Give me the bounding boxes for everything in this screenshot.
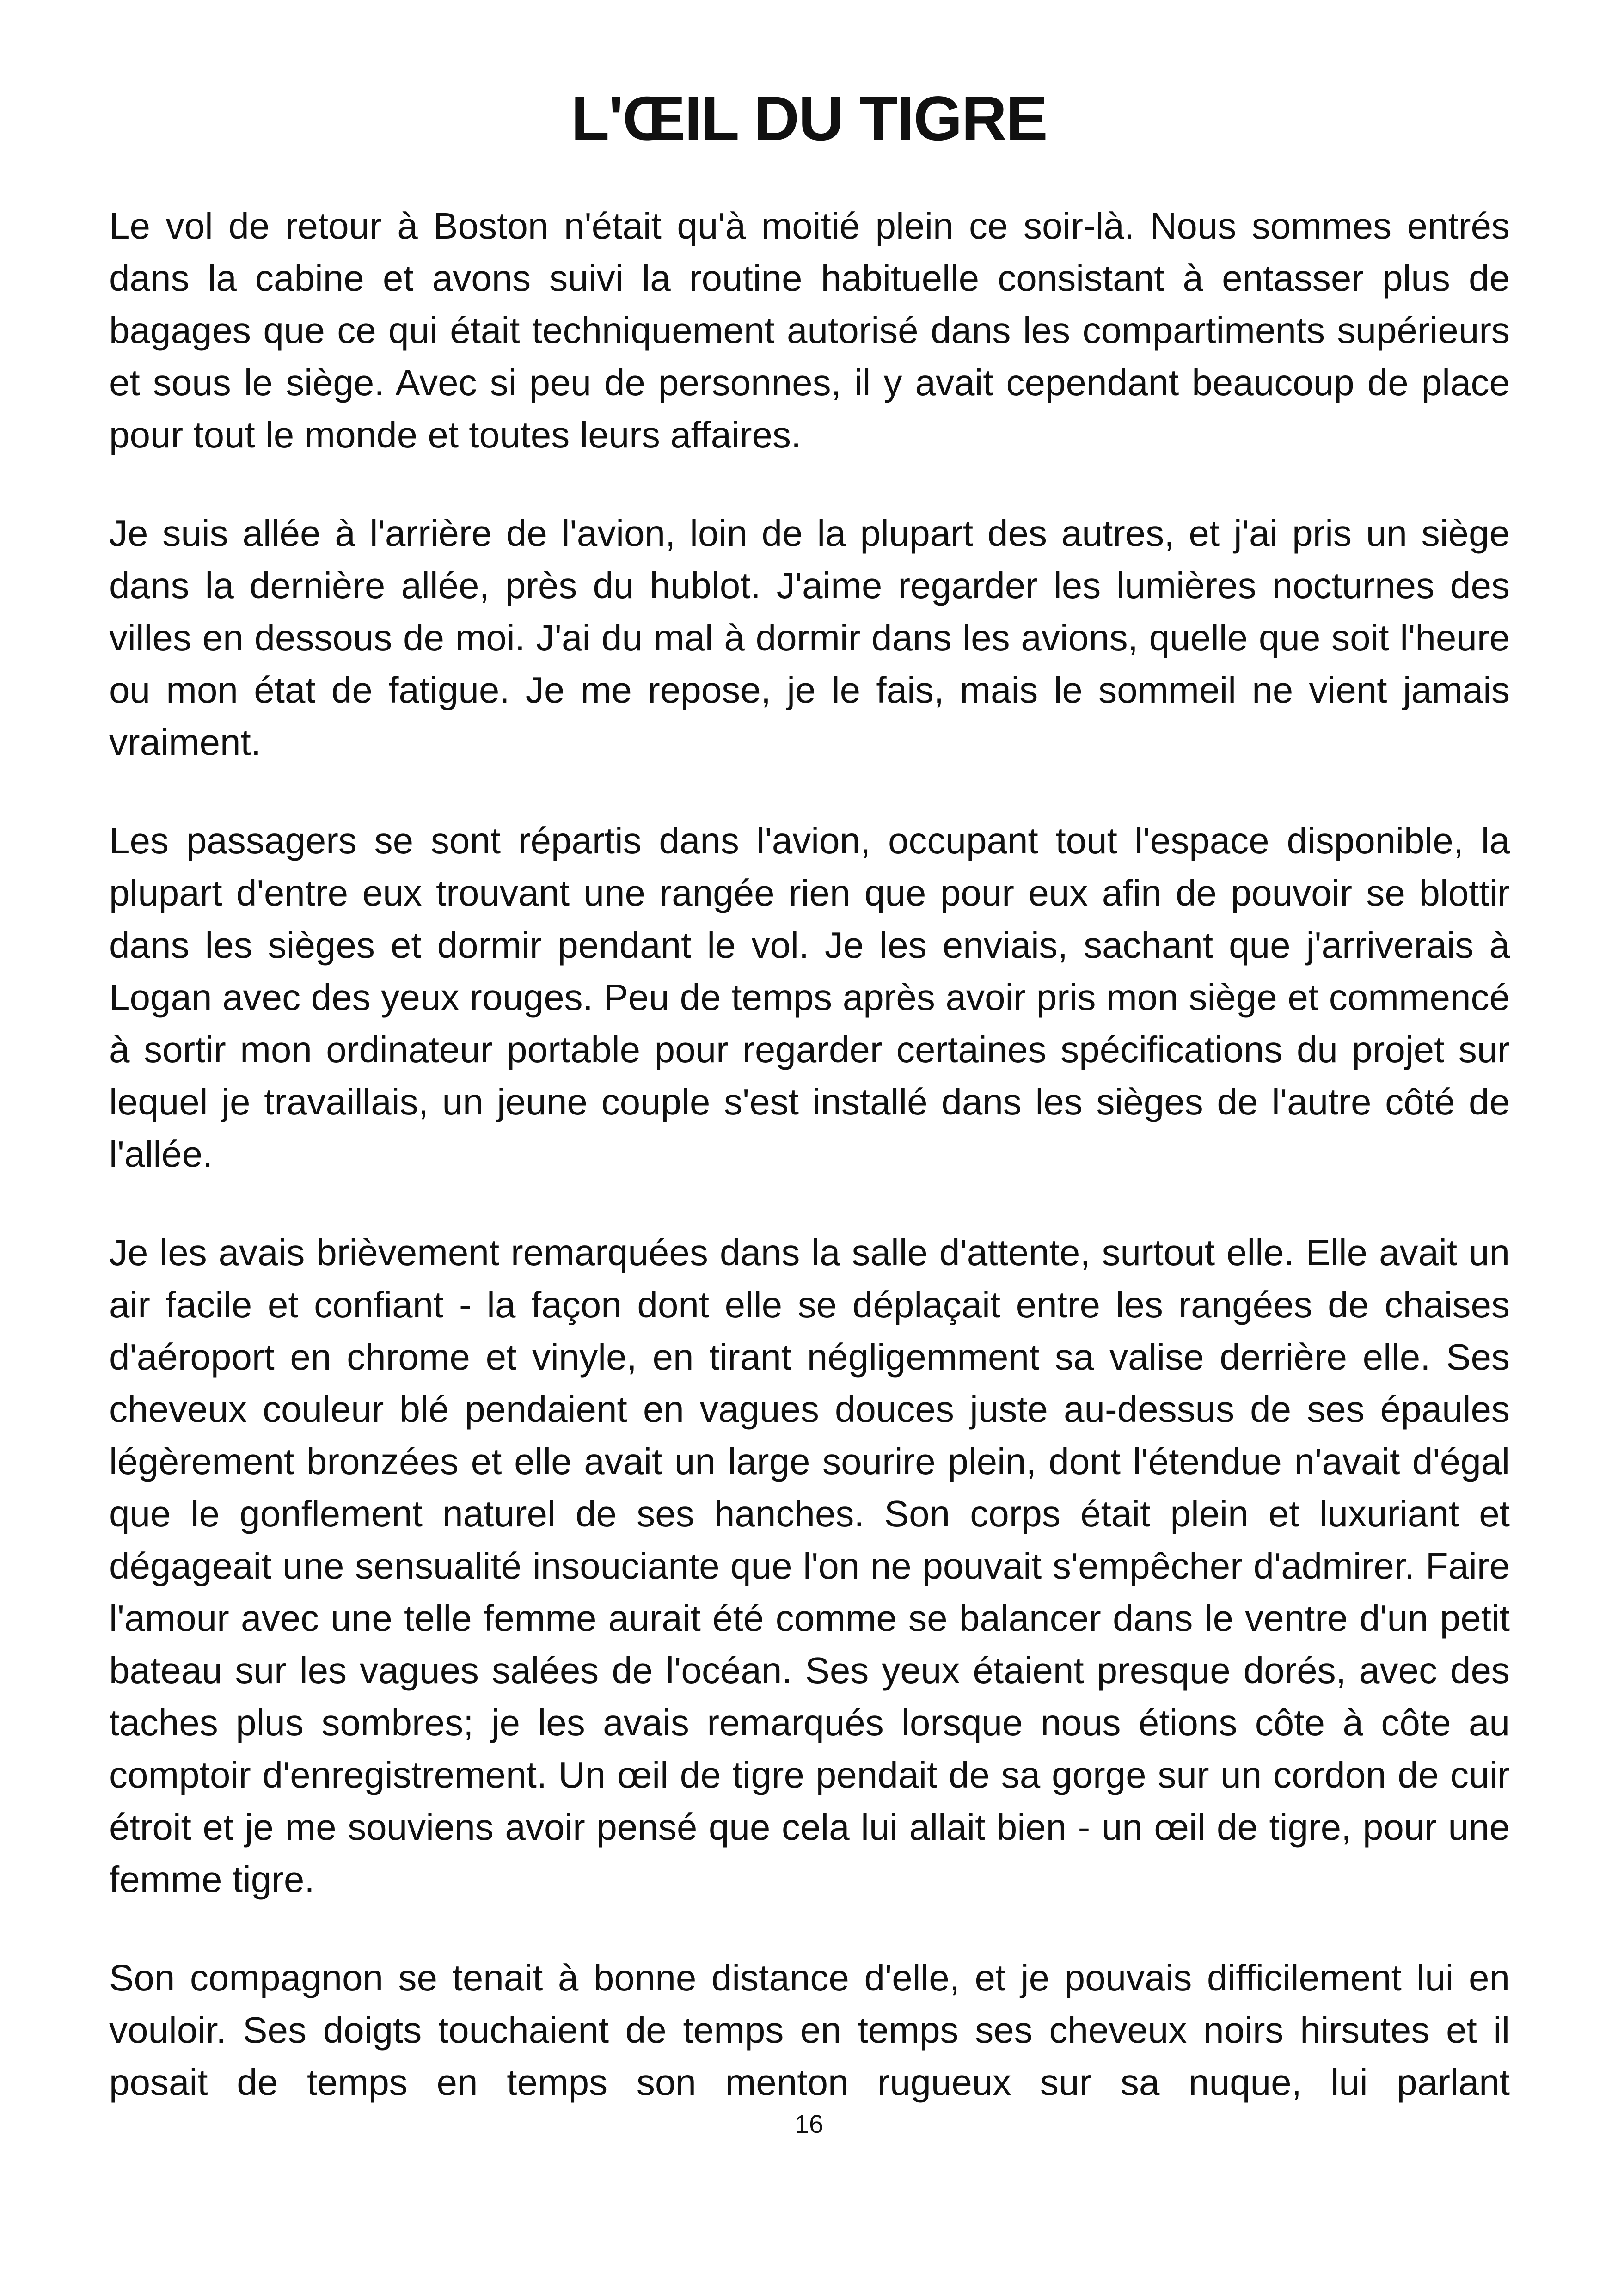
paragraph-4: Je les avais brièvement remarquées dans la salle d'attente, surtout elle. Elle avait un air facile et confiant - la façon dont elle se déplaçait entre les rangées de chaises d'aéroport en chrome et vinyle, en tirant négligemment sa valise derrière elle. Ses cheveux couleur blé pendaient en vagues douces juste au-dessus de ses épaules légèrement bronzées et elle avait un large sourire plein, dont l'étendue n'avait d'égal que le gonflement naturel de ses hanches. Son corps était plein et luxuriant et dégageait une sensualité insouciante que l'on ne pouvait s'empêcher d'admirer. Faire l'amour avec une telle femme aurait été comme se balancer dans le ventre d'un petit bateau sur les vagues salées de l'océan. Ses yeux étaient presque dorés, avec des taches plus sombres; je les avais remarqués lorsque nous étions côte à côte au comptoir d'enregistrement. Un œil de tigre pendait de sa gorge sur un cordon de cuir étroit et je me souviens avoir pensé que cela lui allait bien - un œil de tigre, pour une femme tigre. [109, 1232, 1510, 1900]
page-title: L'ŒIL DU TIGRE [571, 83, 1047, 153]
paragraph-3: Les passagers se sont répartis dans l'avion, occupant tout l'espace disponible, la plupart d'entre eux trouvant une rangée rien que pour eux afin de pouvoir se blottir dans les sièges et dormir pendant le vol. Je les enviais, sachant que j'arriverais à Logan avec des yeux rouges. Peu de temps après avoir pris mon siège et commencé à sortir mon ordinateur portable pour regarder certaines spécifications du projet sur lequel je travaillais, un jeune couple s'est installé dans les sièges de l'autre côté de l'allée. [109, 820, 1510, 1175]
paragraph-1: Le vol de retour à Boston n'était qu'à moitié plein ce soir-là. Nous sommes entrés dans la cabine et avons suivi la routine habituelle consistant à entasser plus de bagages que ce qui était techniquement autorisé dans les compartiments supérieurs et sous le siège. Avec si peu de personnes, il y avait cependant beaucoup de place pour tout le monde et toutes leurs affaires. [109, 205, 1510, 455]
paragraph-5: Son compagnon se tenait à bonne distance d'elle, et je pouvais difficilement lui en vouloir. Ses doigts touchaient de temps en temps ses cheveux noirs hirsutes et il posait de temps en temps son menton rugueux sur sa nuque, lui parlant [109, 1957, 1510, 2103]
page-number: 16 [794, 2109, 824, 2138]
paragraph-2: Je suis allée à l'arrière de l'avion, loin de la plupart des autres, et j'ai pris un siège dans la dernière allée, près du hublot. J'aime regarder les lumières nocturnes des villes en dessous de moi. J'ai du mal à dormir dans les avions, quelle que soit l'heure ou mon état de fatigue. Je me repose, je le fais, mais le sommeil ne vient jamais vraiment. [109, 513, 1510, 763]
body-text [109, 200, 1510, 2108]
